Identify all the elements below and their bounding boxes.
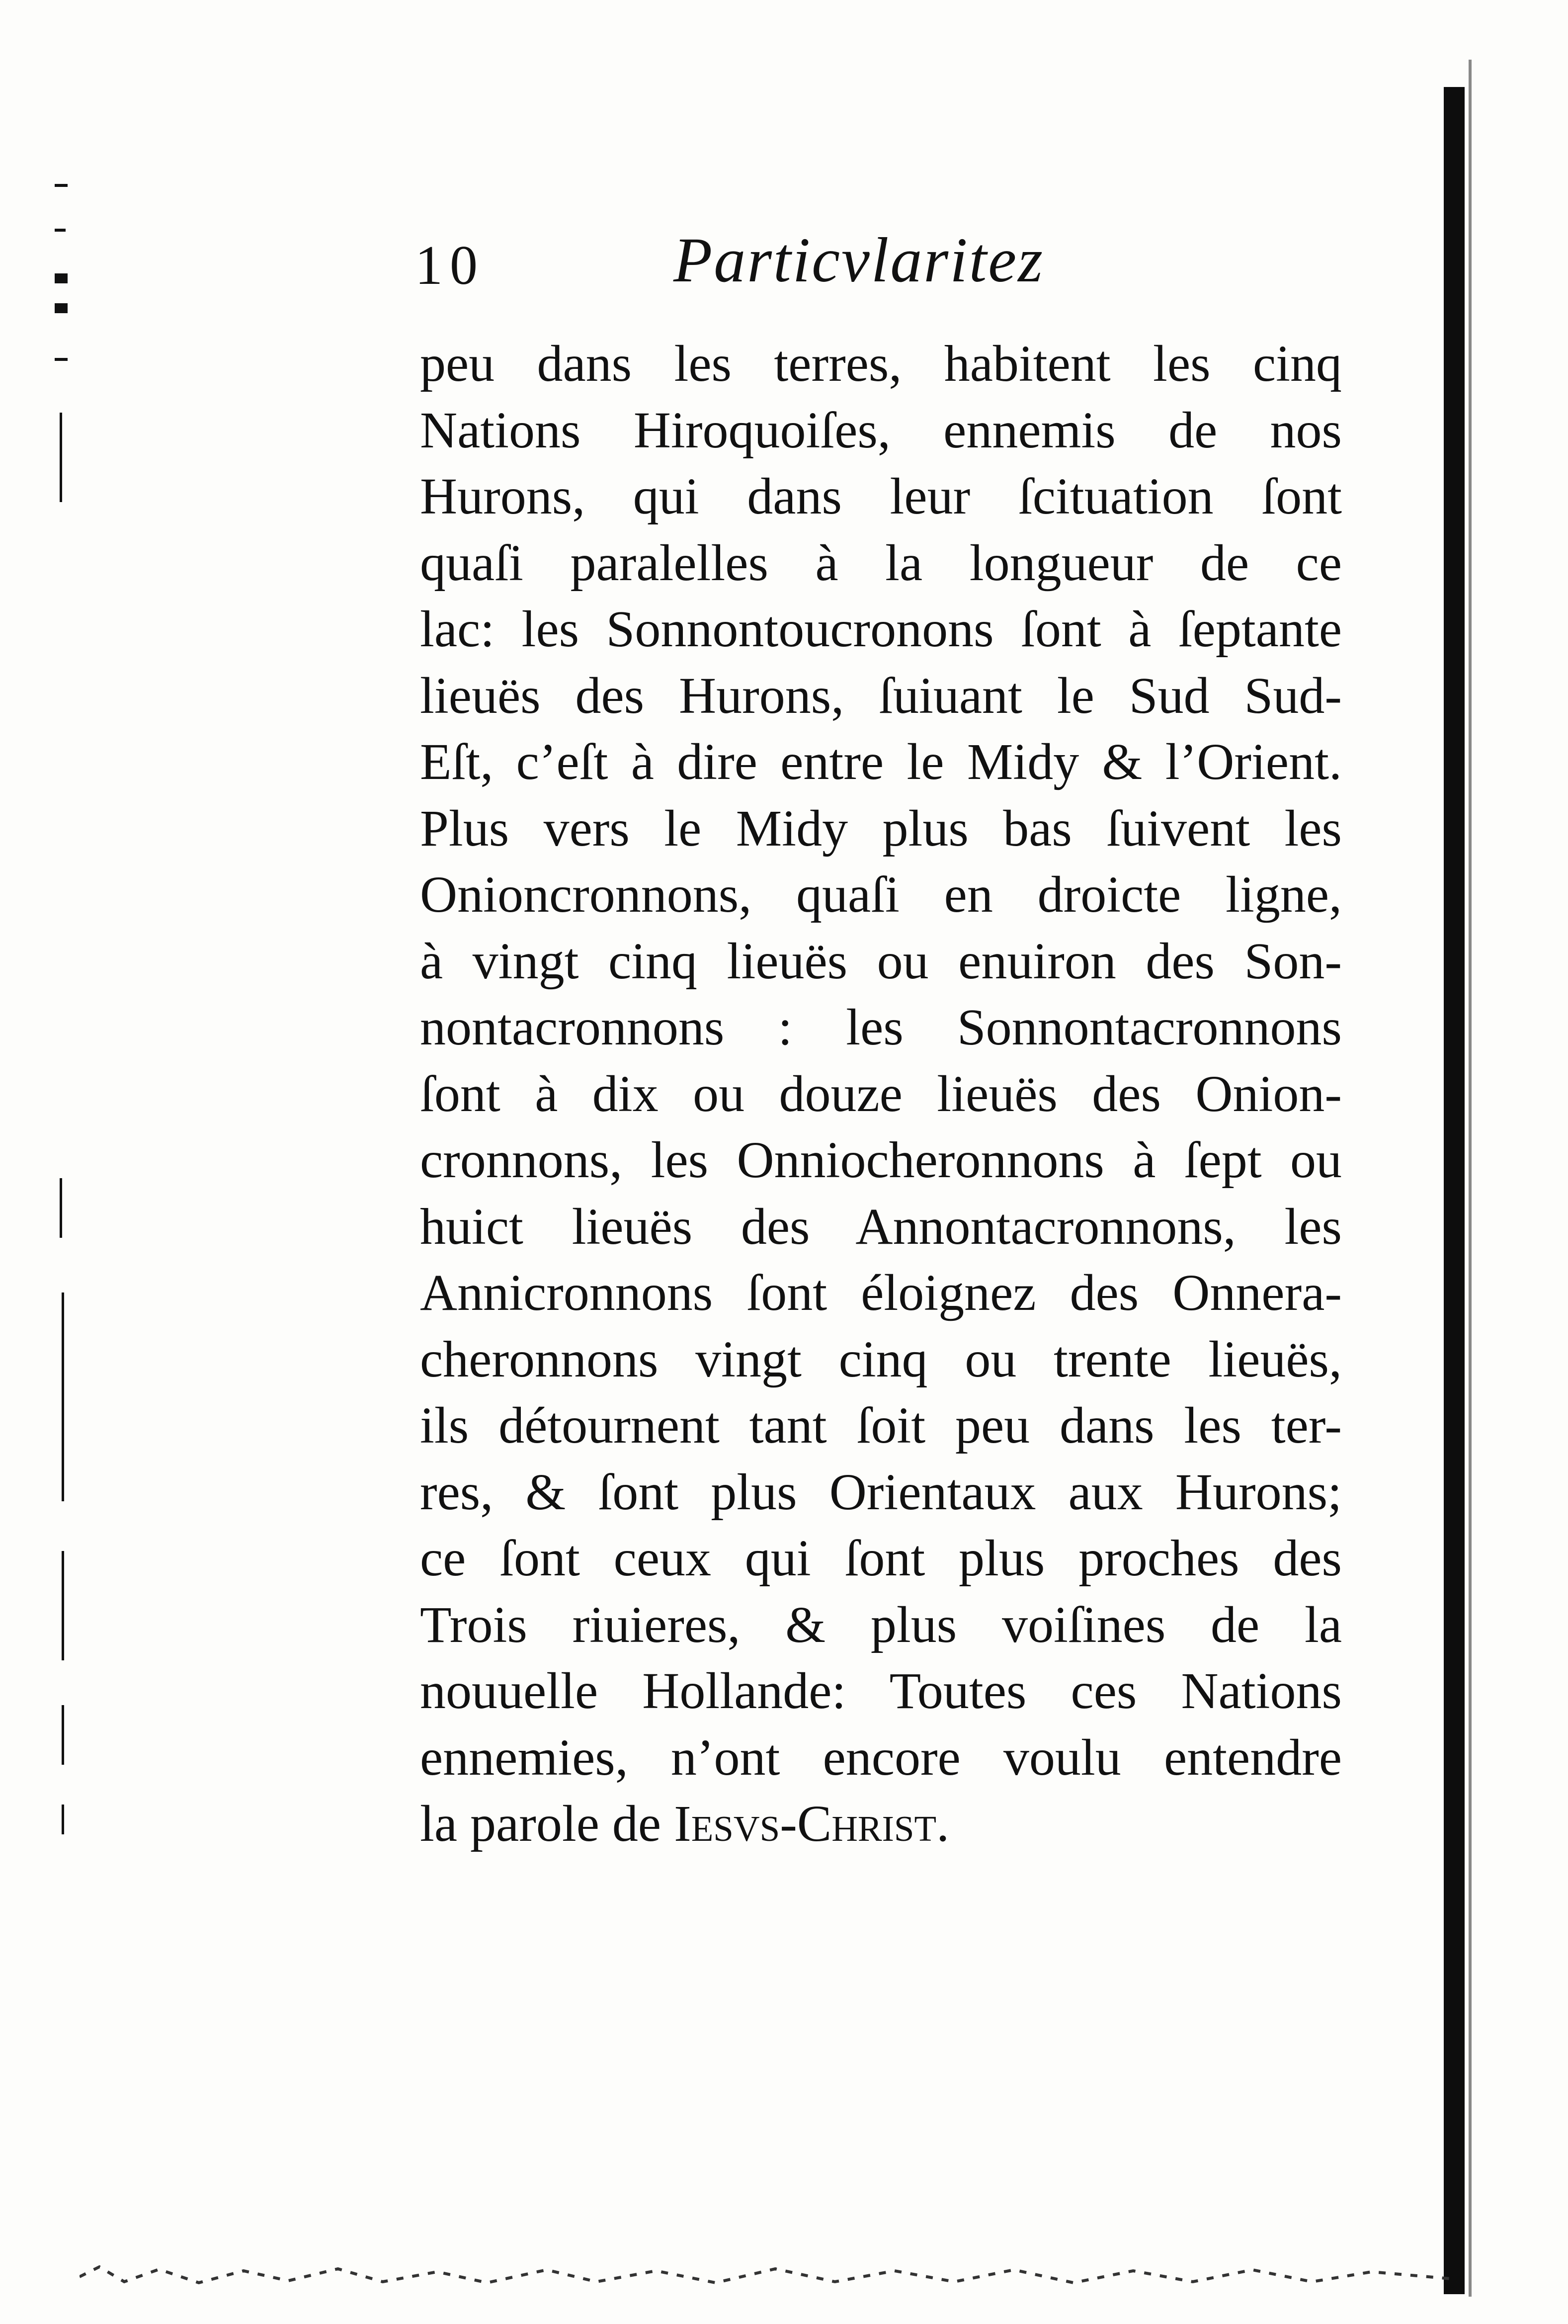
left-margin-marks <box>55 124 70 1864</box>
text-line: ennemies, n’ont encore voulu entendre <box>420 1728 1342 1786</box>
text-line: quaſi paralelles à la longueur de ce <box>420 534 1342 592</box>
text-line: Eſt, c’eſt à dire entre le Midy & l’Orient. <box>420 733 1342 790</box>
final-line-prefix: la parole de <box>420 1795 674 1852</box>
text-line: Nations Hiroquoiſes, ennemis de nos <box>420 401 1342 459</box>
running-head <box>415 224 1359 308</box>
text-line: peu dans les terres, habitent les cinq <box>420 335 1342 392</box>
final-line-suffix: . <box>936 1795 950 1852</box>
running-title: Particvlaritez <box>673 225 1044 295</box>
text-line: res, & ſont plus Orientaux aux Hurons; <box>420 1463 1342 1521</box>
text-line: Hurons, qui dans leur ſcituation ſont <box>420 468 1342 525</box>
text-line: lieuës des Hurons, ſuiuant le Sud Sud- <box>420 667 1342 724</box>
text-line: ſont à dix ou douze lieuës des Onion- <box>420 1065 1342 1122</box>
body-text <box>420 331 1342 1857</box>
final-text-line <box>420 1791 1342 1857</box>
final-line-name: Iesvs-Christ <box>674 1795 937 1852</box>
text-line: nouuelle Hollande: Toutes ces Nations <box>420 1662 1342 1720</box>
bottom-edge-specks <box>80 2247 1451 2292</box>
text-line: huict lieuës des Annontacronnons, les <box>420 1198 1342 1255</box>
text-line: à vingt cinq lieuës ou enuiron des Son- <box>420 932 1342 990</box>
text-line: nontacronnons : les Sonnontacronnons <box>420 999 1342 1056</box>
text-line: ils détournent tant ſoit peu dans les ter- <box>420 1397 1342 1454</box>
binding-edge <box>1469 60 1472 2297</box>
text-line: lac: les Sonnontoucronons ſont à ſeptante <box>420 601 1342 658</box>
text-line: cronnons, les Onniocheronnons à ſept ou <box>420 1131 1342 1189</box>
text-line: Plus vers le Midy plus bas ſuivent les <box>420 799 1342 857</box>
text-line: ce ſont ceux qui ſont plus proches des <box>420 1530 1342 1587</box>
text-line: Annicronnons ſont éloignez des Onnera- <box>420 1264 1342 1321</box>
text-line: Onioncronnons, quaſi en droicte ligne, <box>420 866 1342 923</box>
text-line: cheronnons vingt cinq ou trente lieuës, <box>420 1330 1342 1388</box>
page-number: 10 <box>415 235 485 296</box>
text-line: Trois riuieres, & plus voiſines de la <box>420 1596 1342 1653</box>
binding-shadow <box>1444 87 1465 2294</box>
